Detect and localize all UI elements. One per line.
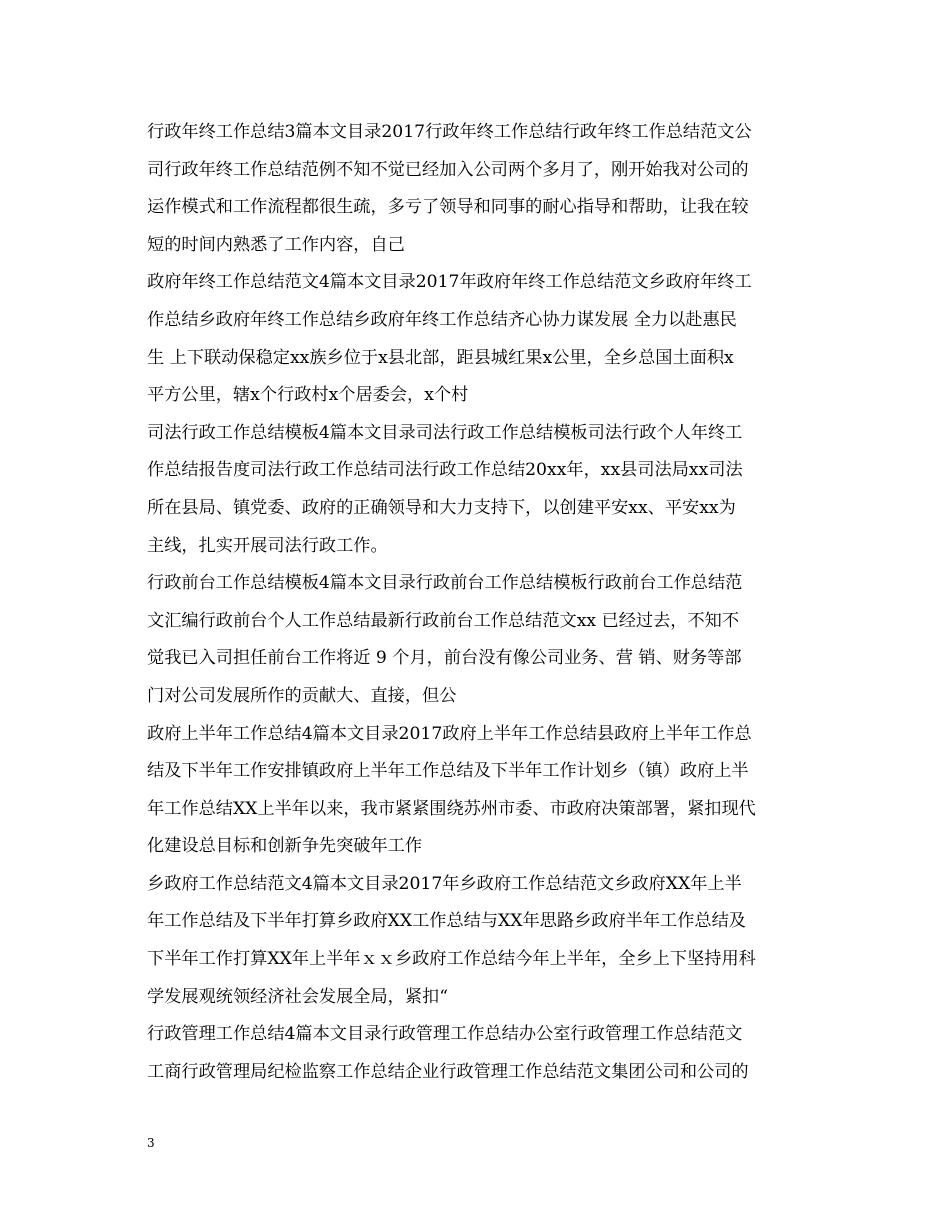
text-line: 司法行政工作总结模板4篇本文目录司法行政工作总结模板司法行政个人年终工 bbox=[147, 422, 743, 443]
text-line: 工商行政管理局纪检监察工作总结企业行政管理工作总结范文集团公司和公司的 bbox=[147, 1061, 749, 1082]
text-line: 行政前台工作总结模板4篇本文目录行政前台工作总结模板行政前台工作总结范 bbox=[147, 573, 743, 594]
text-line: 司行政年终工作总结范例不知不觉已经加入公司两个多月了，刚开始我对公司的 bbox=[147, 159, 749, 180]
text-line: 作总结报告度司法行政工作总结司法行政工作总结20xx年，xx县司法局xx司法 bbox=[147, 460, 743, 481]
text-line: 文汇编行政前台个人工作总结最新行政前台工作总结范文xx 已经过去，不知不 bbox=[147, 610, 740, 631]
body-text bbox=[147, 114, 812, 1091]
text-line: 作总结乡政府年终工作总结乡政府年终工作总结齐心协力谋发展 全力以赴惠民 bbox=[147, 309, 737, 330]
text-line: 所在县局、镇党委、政府的正确领导和大力支持下，以创建平安xx、平安xx为 bbox=[147, 497, 736, 518]
text-line: 学发展观统领经济社会发展全局，紧扣“ bbox=[147, 986, 448, 1007]
text-line: 下半年工作打算XX年上半年ｘｘ乡政府工作总结今年上半年，全乡上下坚持用科 bbox=[147, 949, 756, 970]
text-line: 行政管理工作总结4篇本文目录行政管理工作总结办公室行政管理工作总结范文 bbox=[147, 1024, 743, 1045]
text-line: 平方公里，辖x个行政村x个居委会，x个村 bbox=[147, 385, 469, 406]
text-line: 乡政府工作总结范文4篇本文目录2017年乡政府工作总结范文乡政府XX年上半 bbox=[147, 873, 742, 894]
text-line: 觉我已入司担任前台工作将近 9 个月，前台没有像公司业务、营 销、财务等部 bbox=[147, 648, 742, 669]
page-number: 3 bbox=[147, 1136, 155, 1150]
text-line: 结及下半年工作安排镇政府上半年工作总结及下半年工作计划乡（镇）政府上半 bbox=[147, 761, 749, 782]
text-line: 政府上半年工作总结4篇本文目录2017政府上半年工作总结县政府上半年工作总 bbox=[147, 723, 752, 744]
text-line: 主线，扎实开展司法行政工作。 bbox=[147, 535, 388, 556]
text-line: 政府年终工作总结范文4篇本文目录2017年政府年终工作总结范文乡政府年终工 bbox=[147, 272, 752, 293]
text-line: 行政年终工作总结3篇本文目录2017行政年终工作总结行政年终工作总结范文公 bbox=[147, 122, 752, 142]
text-line: 生 上下联动保稳定xx族乡位于x县北部，距县城红果x公里，全乡总国土面积x bbox=[147, 347, 734, 368]
text-line: 门对公司发展所作的贡献大、直接，但公 bbox=[147, 685, 457, 706]
text-line: 运作模式和工作流程都很生疏，多亏了领导和同事的耐心指导和帮助，让我在较 bbox=[147, 197, 749, 218]
text-line: 短的时间内熟悉了工作内容，自己 bbox=[147, 234, 405, 255]
text-line: 年工作总结XX上半年以来，我市紧紧围绕苏州市委、市政府决策部署，紧扣现代 bbox=[147, 798, 756, 819]
text-line: 年工作总结及下半年打算乡政府XX工作总结与XX年思路乡政府半年工作总结及 bbox=[147, 911, 746, 932]
text-line: 化建设总目标和创新争先突破年工作 bbox=[147, 836, 423, 857]
